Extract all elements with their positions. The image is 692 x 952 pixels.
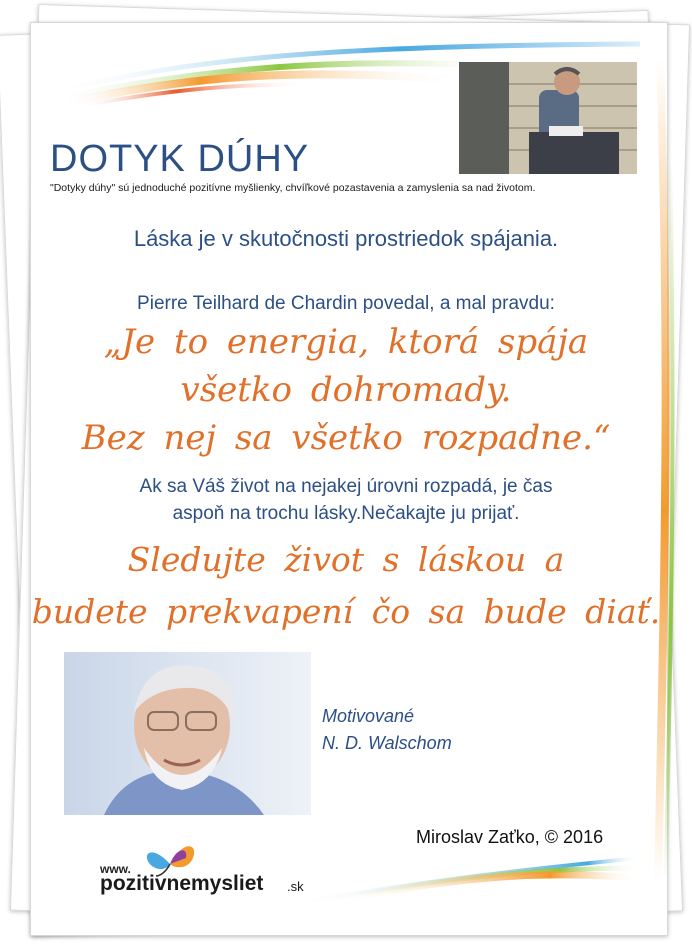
paragraph-line: Ak sa Váš život na nejakej úrovni rozpadá, je čas bbox=[139, 476, 553, 497]
quote-line: všetko dohromady. bbox=[180, 370, 512, 410]
walsch-photo bbox=[64, 652, 311, 815]
page-title: DOTYK DÚHY bbox=[50, 138, 310, 180]
closing-line: budete prekvapení čo sa bude diať. bbox=[31, 592, 661, 631]
author-photo-illustration bbox=[459, 62, 637, 174]
credit-label: Motivované bbox=[322, 706, 415, 726]
page-subtitle: "Dotyky dúhy" sú jednoduché pozitívne myšlienky, chvíľkové pozastavenia a zamyslenia sa nad životom. bbox=[50, 182, 536, 194]
quote-line: „Je to energia, ktorá spája bbox=[103, 322, 589, 362]
author-photo bbox=[459, 62, 637, 174]
logo-www: www. bbox=[100, 862, 131, 876]
quote-line: Bez nej sa všetko rozpadne.“ bbox=[81, 418, 611, 458]
logo-tld: .sk bbox=[287, 879, 304, 894]
author-copyright: Miroslav Zaťko, © 2016 bbox=[416, 827, 604, 847]
logo-text: pozitivnemysliet bbox=[100, 872, 264, 895]
closing-line: Sledujte život s láskou a bbox=[127, 540, 565, 579]
credit-name: N. D. Walschom bbox=[322, 733, 452, 753]
attribution-line: Pierre Teilhard de Chardin povedal, a mal pravdu: bbox=[137, 293, 555, 314]
intro-line: Láska je v skutočnosti prostriedok spájania. bbox=[133, 226, 559, 251]
paragraph-line: aspoň na trochu lásky.Nečakajte ju prijať. bbox=[172, 503, 520, 524]
rainbow-swoosh-right bbox=[640, 60, 680, 880]
walsch-photo-illustration bbox=[64, 652, 311, 815]
